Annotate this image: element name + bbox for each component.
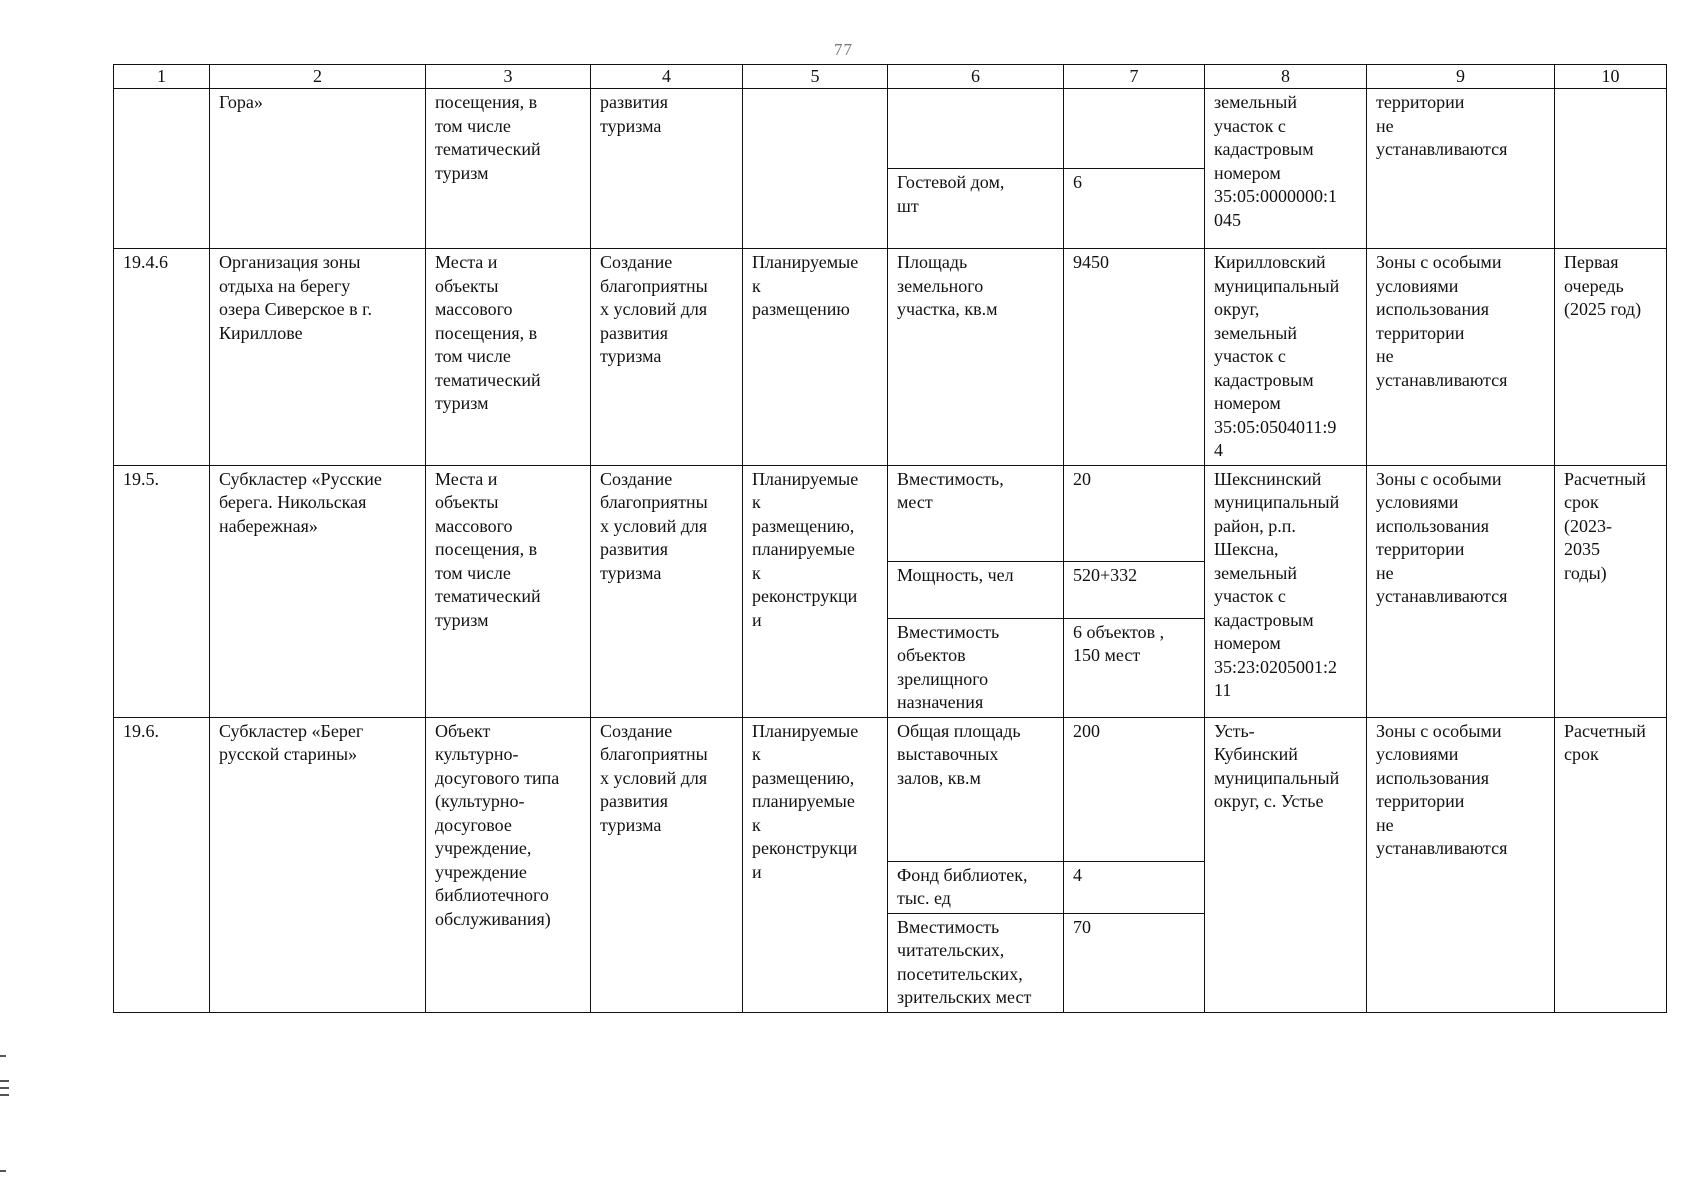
param-name: Общая площадь выставочных залов, кв.м xyxy=(888,717,1064,861)
param-value: 520+332 xyxy=(1064,561,1205,618)
header-row xyxy=(114,65,1667,89)
cont-goal: развития туризма xyxy=(591,89,743,249)
table-row xyxy=(114,249,1667,466)
cont-param-2-value: 6 xyxy=(1064,169,1205,249)
page-number: 77 xyxy=(834,40,853,59)
object-name: Субкластер «Русские берега. Никольская набережная» xyxy=(210,465,426,717)
table-row xyxy=(114,465,1667,561)
cont-param-2-name: Гостевой дом, шт xyxy=(888,169,1064,249)
cont-param-1-value xyxy=(1064,89,1205,169)
header-col-9: 9 xyxy=(1367,65,1555,89)
table-row xyxy=(114,717,1667,861)
header-col-2: 2 xyxy=(210,65,426,89)
param-value: 70 xyxy=(1064,913,1205,1012)
planned-objects-table xyxy=(113,64,1667,1013)
scan-mark xyxy=(0,1080,9,1082)
cont-param-1-name xyxy=(888,89,1064,169)
scan-mark xyxy=(0,1094,9,1096)
param-value: 6 объектов , 150 мест xyxy=(1064,618,1205,717)
param-value: 20 xyxy=(1064,465,1205,561)
cont-status xyxy=(743,89,888,249)
object-term: Первая очередь (2025 год) xyxy=(1555,249,1667,466)
object-term: Расчетный срок xyxy=(1555,717,1667,1012)
cont-name: Гора» xyxy=(210,89,426,249)
param-name: Фонд библиотек, тыс. ед xyxy=(888,861,1064,913)
cont-number xyxy=(114,89,210,249)
cont-location: земельный участок с кадастровым номером 35:05:0000000:1 045 xyxy=(1205,89,1367,249)
object-zones: Зоны с особыми условиями использования территории не устанавливаются xyxy=(1367,717,1555,1012)
header-col-5: 5 xyxy=(743,65,888,89)
object-zones: Зоны с особыми условиями использования территории не устанавливаются xyxy=(1367,465,1555,717)
object-goal: Создание благоприятны х условий для развития туризма xyxy=(591,717,743,1012)
object-location: Кирилловский муниципальный округ, земельный участок с кадастровым номером 35:05:0504011:9 4 xyxy=(1205,249,1367,466)
object-location: Шекснинский муниципальный район, р.п. Шексна, земельный участок с кадастровым номером 35:23:0205001:2 11 xyxy=(1205,465,1367,717)
header-col-7: 7 xyxy=(1064,65,1205,89)
scan-mark xyxy=(0,1170,6,1172)
param-value: 4 xyxy=(1064,861,1205,913)
object-name: Субкластер «Берег русской старины» xyxy=(210,717,426,1012)
param-name: Вместимость, мест xyxy=(888,465,1064,561)
object-goal: Создание благоприятны х условий для развития туризма xyxy=(591,249,743,466)
param-name: Мощность, чел xyxy=(888,561,1064,618)
object-location: Усть- Кубинский муниципальный округ, с. Устье xyxy=(1205,717,1367,1012)
row-number: 19.5. xyxy=(114,465,210,717)
cont-zones: территории не устанавливаются xyxy=(1367,89,1555,249)
header-col-1: 1 xyxy=(114,65,210,89)
scan-mark xyxy=(0,1087,9,1089)
table-row xyxy=(114,89,1667,169)
param-name: Площадь земельного участка, кв.м xyxy=(888,249,1064,466)
object-name: Организация зоны отдыха на берегу озера Сиверское в г. Кириллове xyxy=(210,249,426,466)
object-purpose: Места и объекты массового посещения, в том числе тематический туризм xyxy=(426,465,591,717)
object-purpose: Места и объекты массового посещения, в том числе тематический туризм xyxy=(426,249,591,466)
header-col-8: 8 xyxy=(1205,65,1367,89)
scan-mark xyxy=(0,1055,6,1057)
object-purpose: Объект культурно- досугового типа (культурно- досуговое учреждение, учреждение библиотечного обслуживания) xyxy=(426,717,591,1012)
param-name: Вместимость объектов зрелищного назначения xyxy=(888,618,1064,717)
header-col-3: 3 xyxy=(426,65,591,89)
object-status: Планируемые к размещению, планируемые к реконструкци и xyxy=(743,717,888,1012)
row-number: 19.6. xyxy=(114,717,210,1012)
object-zones: Зоны с особыми условиями использования территории не устанавливаются xyxy=(1367,249,1555,466)
object-goal: Создание благоприятны х условий для развития туризма xyxy=(591,465,743,717)
param-value: 200 xyxy=(1064,717,1205,861)
cont-purpose: посещения, в том числе тематический туризм xyxy=(426,89,591,249)
object-term: Расчетный срок (2023- 2035 годы) xyxy=(1555,465,1667,717)
param-value: 9450 xyxy=(1064,249,1205,466)
header-col-6: 6 xyxy=(888,65,1064,89)
object-status: Планируемые к размещению, планируемые к реконструкци и xyxy=(743,465,888,717)
object-status: Планируемые к размещению xyxy=(743,249,888,466)
cont-term xyxy=(1555,89,1667,249)
row-number: 19.4.6 xyxy=(114,249,210,466)
header-col-4: 4 xyxy=(591,65,743,89)
header-col-10: 10 xyxy=(1555,65,1667,89)
param-name: Вместимость читательских, посетительских, зрительских мест xyxy=(888,913,1064,1012)
